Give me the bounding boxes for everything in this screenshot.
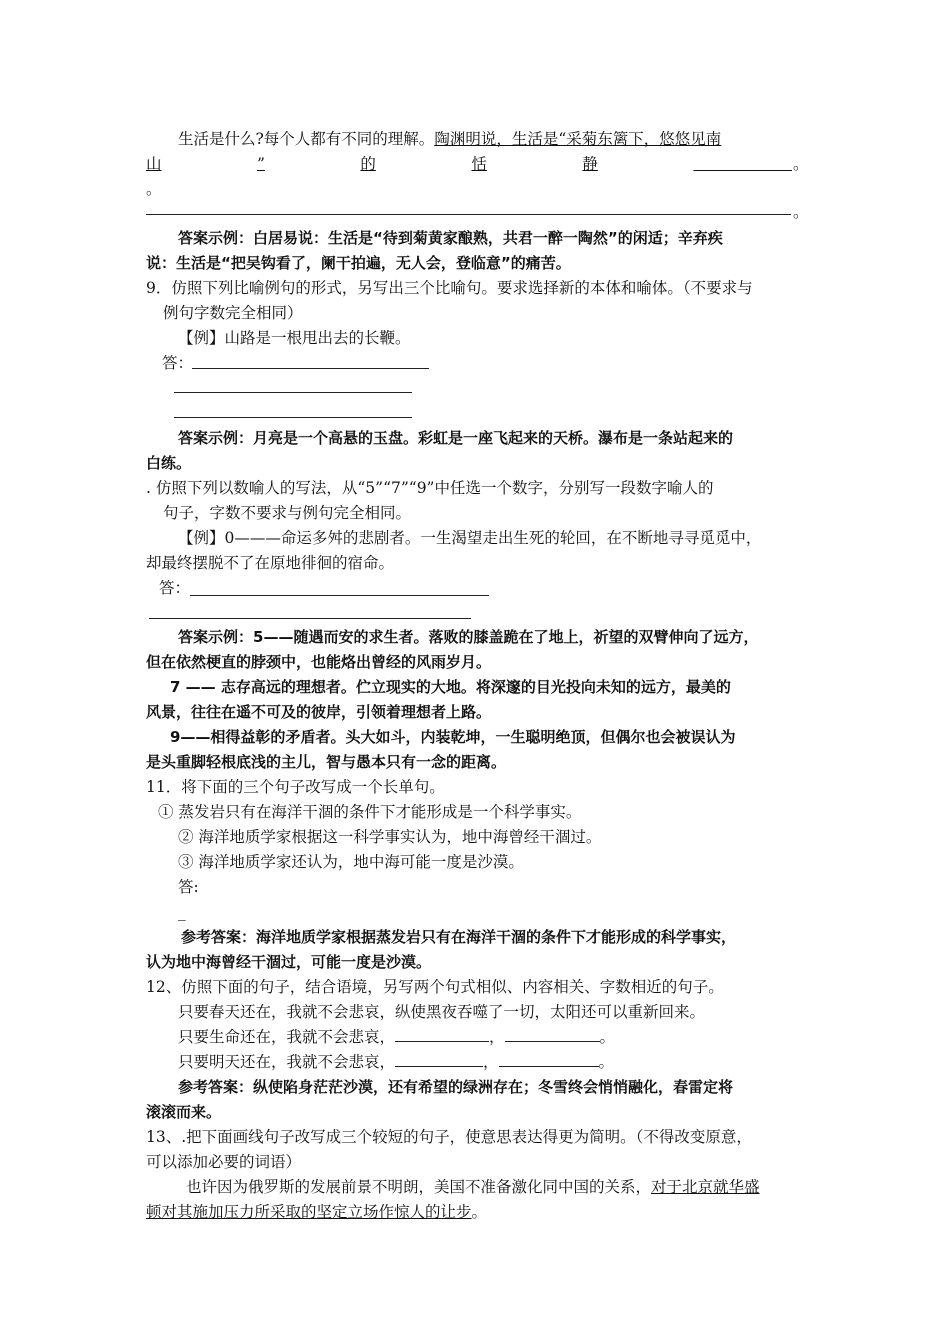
q12-line3-prefix: 只要明天还在，我就不会悲哀，: [178, 1053, 396, 1071]
q11-answer-label: 答:: [178, 878, 199, 896]
q13-text-line2: [146, 1201, 487, 1223]
q10-answer-7-line2: 风景，往往在遥不可及的彼岸，引领着理想者上路。: [146, 703, 492, 721]
q12-line3-period: 。: [598, 1053, 615, 1071]
q8-example-part1: 陶渊明说，生活是“采菊东篱下，悠悠见南: [434, 130, 722, 148]
q9-prompt-line2: 例句字数完全相同）: [163, 304, 303, 322]
q9-answer-blank-3[interactable]: [174, 417, 412, 418]
q13-text-underlined-1: 对于北京就华盛: [651, 1178, 760, 1196]
q8-line1: [178, 128, 721, 150]
q9-answer-line2: 白练。: [146, 454, 192, 472]
q12-answer-line2: 滚滚而来。: [146, 1103, 222, 1121]
q9-answer-blank-2[interactable]: [174, 392, 412, 393]
q10-example-line2: 却最终摆脱不了在原地徘徊的宿命。: [146, 554, 395, 572]
q9-answer-line1: 答案示例：月亮是一个高悬的玉盘。彩虹是一座飞起来的天桥。瀑布是一条站起来的: [178, 429, 734, 447]
q13-prompt-line2: 可以添加必要的词语）: [146, 1153, 302, 1171]
q12-answer-line1: 参考答案：纵使陷身茫茫沙漠，还有希望的绿洲存在；冬雪终会悄悄融化，春雷定将: [178, 1078, 734, 1096]
q9-answer-blank-1[interactable]: [192, 368, 429, 369]
q8-answer-line2: 说：生活是“把吴钩看了，阑干拍遍，无人会，登临意”的痛苦。: [146, 254, 571, 272]
q10-answer-5-line1: 答案示例：5——随遇而安的求生者。落败的膝盖跪在了地上，祈望的双臂伸向了远方，: [178, 628, 759, 646]
q11-sentence-3: ③ 海洋地质学家还认为，地中海可能一度是沙漠。: [178, 853, 524, 871]
q10-answer-label: 答：: [159, 579, 191, 597]
q10-answer-9-line1: 9——相得益彰的矛盾者。头大如斗，内装乾坤，一生聪明绝顶，但偶尔也会被误认为: [170, 728, 736, 746]
q12-line2-period: 。: [599, 1028, 616, 1046]
q10-answer-7-line1: 7 —— 志存高远的理想者。伫立现实的大地。将深邃的目光投向未知的远方，最美的: [170, 678, 731, 696]
q8-end-mark-2: 。: [793, 203, 809, 221]
q10-answer-5-line2: 但在依然梗直的脖颈中，也能烙出曾经的风雨岁月。: [146, 653, 492, 671]
q12-line3-blank-1[interactable]: [395, 1051, 483, 1067]
q8-char-4: 静: [582, 155, 598, 173]
q10-answer-blank-1[interactable]: [190, 595, 489, 596]
q12-line2-prefix: 只要生命还在，我就不会悲哀，: [178, 1028, 396, 1046]
q9-prompt-line1: 9．仿照下列比喻例句的形式，另写出三个比喻句。要求选择新的本体和喻体。（不要求与: [146, 279, 753, 297]
q11-sentence-2: ② 海洋地质学家根据这一科学事实认为，地中海曾经干涸过。: [178, 828, 602, 846]
q8-char-1: ”: [257, 155, 265, 173]
q10-answer-9-line2: 是头重脚轻根底浅的主儿，智与愚本只有一念的距离。: [146, 753, 507, 771]
q10-prompt-line2: 句子，字数不要求与例句完全相同。: [163, 504, 412, 522]
q8-line2: [146, 153, 792, 175]
q12-line2: [178, 1026, 615, 1048]
q10-prompt-line1: . 仿照下列以数喻人的写法，从“5”“7”“9”中任选一个数字，分别写一段数字喻人的: [146, 479, 714, 497]
q13-text-end: 。: [471, 1203, 488, 1221]
q11-answer-blank[interactable]: _: [178, 903, 186, 921]
q8-answer-line1: 答案示例：白居易说：生活是“待到菊黄家酿熟，共君一醉一陶然”的闲适；辛弃疾: [178, 229, 723, 247]
q8-answer-blank: [146, 214, 791, 215]
q12-line3: [178, 1051, 614, 1073]
q12-line2-blank-1[interactable]: [395, 1026, 489, 1042]
q11-sentence-1: ① 蒸发岩只有在海洋干涸的条件下才能形成是一个科学事实。: [158, 803, 582, 821]
q13-text-plain: 也许因为俄罗斯的发展前景不明朗，美国不准备激化同中国的关系，: [186, 1178, 652, 1196]
q10-example-line1: 【例】0———命运多舛的悲剧者。一生渴望走出生死的轮回，在不断地寻寻觅觅中，: [178, 529, 762, 547]
q12-line3-comma: ，: [483, 1053, 499, 1071]
q12-example: 只要春天还在，我就不会悲哀，纵使黑夜吞噬了一切，太阳还可以重新回来。: [178, 1003, 706, 1021]
q8-stray-mark: 。: [146, 180, 162, 198]
q12-line3-blank-2[interactable]: [499, 1051, 599, 1067]
q13-text-line1: [186, 1176, 760, 1198]
q11-answer-line1: 参考答案：海洋地质学家根据蒸发岩只有在海洋干涸的条件下才能形成的科学事实，: [181, 928, 737, 946]
q10-answer-blank-2[interactable]: [149, 618, 471, 619]
q13-prompt-line1: 13、.把下面画线句子改写成三个较短的句子，使意思表达得更为简明。（不得改变原意，: [146, 1128, 752, 1146]
q9-example: 【例】山路是一根甩出去的长鞭。: [178, 329, 411, 347]
q8-char-3: 恬: [471, 155, 487, 173]
q12-prompt: 12、仿照下面的句子，结合语境，另写两个句式相似、内容相关、字数相近的句子。: [146, 978, 724, 996]
q11-prompt: 11．将下面的三个句子改写成一个长单句。: [146, 778, 445, 796]
q12-line2-comma: ，: [489, 1028, 505, 1046]
q8-char-0: 山: [146, 155, 162, 173]
q11-answer-line2: 认为地中海曾经干涸过，可能一度是沙漠。: [146, 953, 432, 971]
q13-text-underlined-2: 顿对其施加压力所采取的坚定立场作惊人的让步: [146, 1203, 472, 1221]
q8-end-mark: 。: [793, 155, 809, 173]
q12-line2-blank-2[interactable]: [505, 1026, 600, 1042]
q8-intro: 生活是什么?每个人都有不同的理解。: [178, 130, 435, 148]
q8-char-2: 的: [360, 155, 376, 173]
q9-answer-label: 答：: [162, 354, 194, 372]
